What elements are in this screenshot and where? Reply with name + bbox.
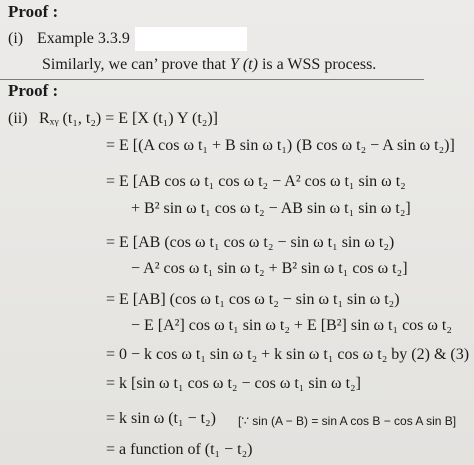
equation-line-8: − E [A²] cos ω t₁ sin ω t₂ + E [B²] sin ω t₁ cos ω t₂ [131, 317, 452, 334]
trig-identity-note: [∵ sin (A − B) = sin A cos B − cos A sin B] [238, 414, 457, 428]
equation-line-6: − A² cos ω t₁ sin ω t₂ + B² sin ω t₁ cos ω t₂] [131, 260, 408, 277]
bleed-through [240, 4, 460, 22]
equation-line-7: = E [AB] (cos ω t₁ cos ω t₂ − sin ω t₁ sin ω t₂) [106, 291, 400, 308]
redaction-box [135, 27, 247, 51]
equation-line-11: = k sin ω (t₁ − t₂) [106, 410, 216, 427]
equation-line-12: = a function of (t₁ − t₂) [106, 441, 253, 458]
item-1-title: Example 3.3.9 [37, 30, 130, 47]
item-1-label: (i) [8, 30, 24, 47]
item-1-text-post: is a WSS process. [257, 56, 377, 73]
equation-line-10: = k [sin ω t₁ cos ω t₂ − cos ω t₁ sin ω t₂] [106, 375, 361, 392]
proof-heading-1: Proof : [8, 2, 59, 21]
item-1-text-var: Y (t) [229, 56, 258, 73]
equation-line-4: + B² sin ω t₁ cos ω t₂ − AB sin ω t₁ sin ω t₂] [131, 200, 411, 217]
equation-line-1: Rₓᵧ (t₁, t₂) = E [X (t₁) Y (t₂)] [39, 110, 218, 127]
item-1-text-pre: Similarly, we can’ prove that [42, 56, 230, 73]
equation-line-2: = E [(A cos ω t₁ + B sin ω t₁) (B cos ω t₂ − A sin ω t₂)] [106, 137, 455, 154]
item-2-label: (ii) [8, 110, 28, 127]
equation-line-9: = 0 − k cos ω t₁ sin ω t₂ + k sin ω t₁ cos ω t₂ by (2) & (3) [106, 346, 470, 363]
equation-line-5: = E [AB (cos ω t₁ cos ω t₂ − sin ω t₁ sin ω t₂) [106, 234, 395, 251]
equation-line-3: = E [AB cos ω t₁ cos ω t₂ − A² cos ω t₁ sin ω t₂ [106, 173, 406, 190]
item-1-body [42, 56, 376, 74]
separator-rule [0, 79, 424, 80]
proof-heading-2: Proof : [8, 81, 59, 100]
